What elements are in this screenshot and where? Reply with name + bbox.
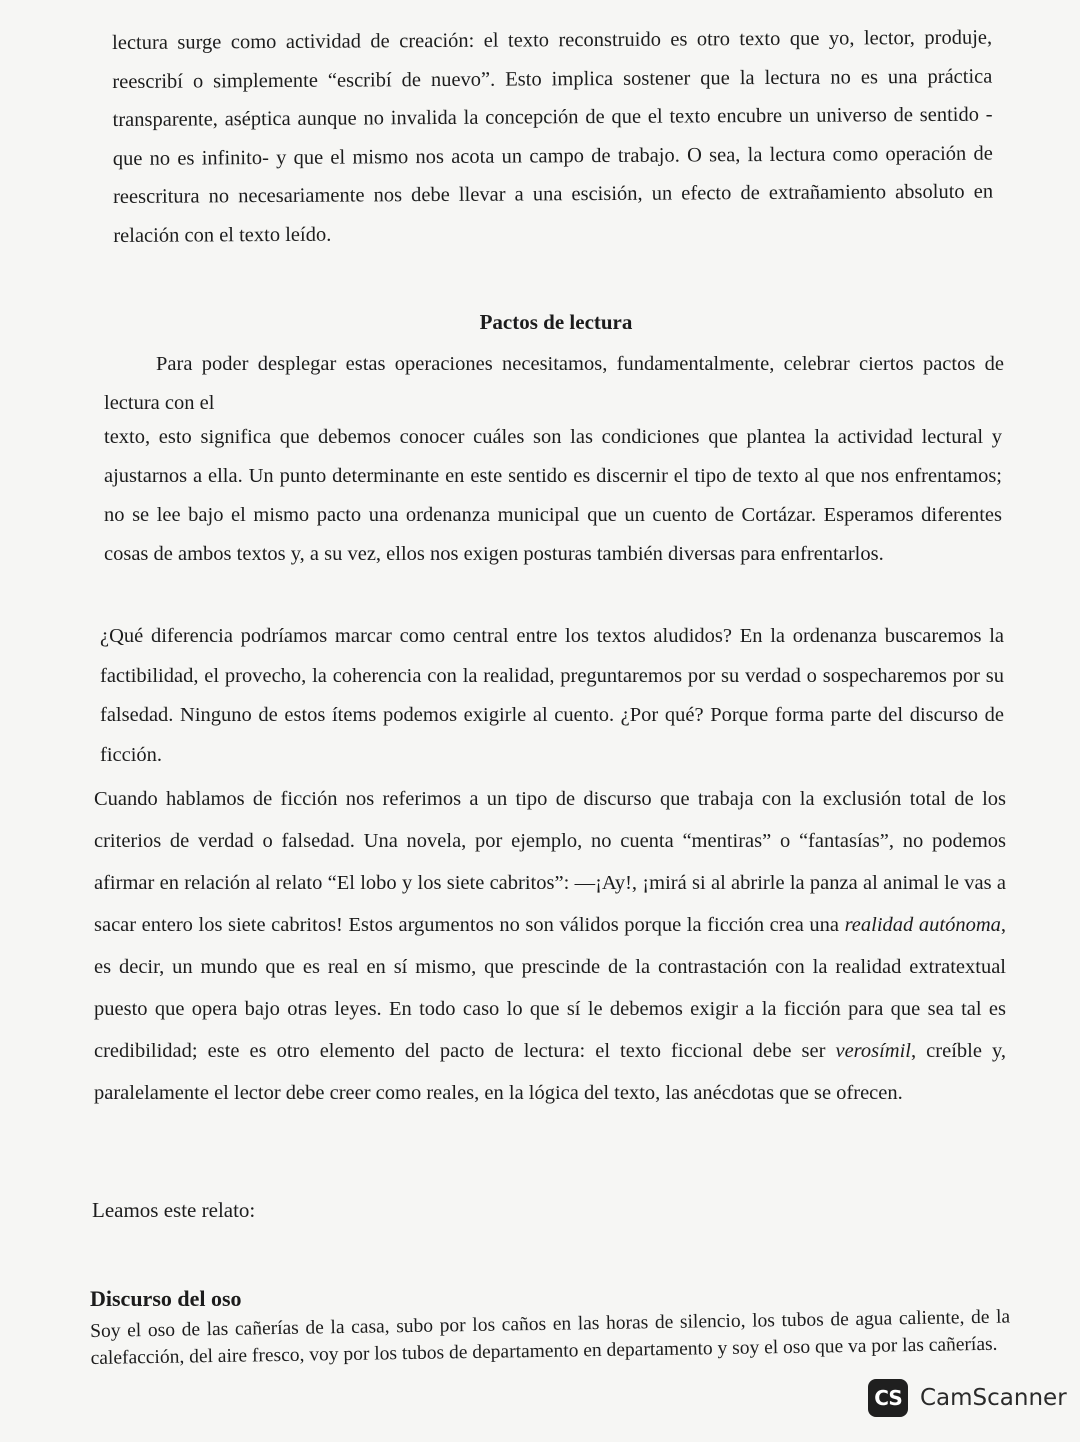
ficcion-text-1: Cuando hablamos de ficción nos referimos a un tipo de discurso que trabaja con la exclusión total de los criterios de verdad o falsedad. Una novela, por ejemplo, no cuenta “mentiras” o “fantasías”, no podemos afirmar en relación al relato “El lobo y los siete cabritos”: —¡Ay!, ¡mirá si al abrirle la panza al animal le vas a sacar entero los siete cabritos! Estos argumentos no son válidos porque la ficción crea una — [94, 788, 1006, 936]
ficcion-text-3: , creíble y, paralelamente el lector debe creer como reales, en la lógica del texto, las anécdotas que se ofrecen. — [94, 1040, 1007, 1104]
paragraph-lectura-creacion: lectura surge como actividad de creación: el texto reconstruido es otro texto que yo, lector, produje, reescribí o simplemente “escribí de nuevo”. Esto implica sostener que la lectura no es una práctica transparente, aséptica aunque no invalida la concepción de que el texto encubre un universo de sentido -que no es infinito- y que el mismo nos acota un campo de trabajo. O sea, la lectura como operación de reescritura no necesariamente nos debe llevar a una escisión, un efecto de extrañamiento absoluto en relación con el texto leído. — [112, 26, 994, 247]
paragraph-desplegar-operaciones: Para poder desplegar estas operaciones necesitamos, fundamentalmente, celebrar ciertos pactos de lectura con el — [104, 353, 1004, 414]
ficcion-text-2: , es decir, un mundo que es real en sí mismo, que prescinde de la contrastación con la realidad extratextual puesto que opera bajo otras leyes. En todo caso lo que sí le debemos exigir a la ficción para que sea tal es credibilidad; este es otro elemento del pacto de lectura: el texto ficcional debe ser — [94, 914, 1006, 1062]
paragraph-condiciones-lectura: texto, esto significa que debemos conocer cuáles son las condiciones que plantea la actividad lectural y ajustarnos a ella. Un punto determinante en este sentido es discernir el tipo de texto al que nos enfrentamos; no se lee bajo el mismo pacto una ordenanza municipal que un cuento de Cortázar. Esperamos diferentes cosas de ambos textos y, a su vez, ellos nos exigen posturas también diversas para enfrentarlos. — [104, 426, 1002, 565]
section-title-pactos: Pactos de lectura — [479, 310, 633, 334]
camscanner-brand: CamScanner — [920, 1385, 1067, 1411]
paragraph-ficcion — [94, 778, 1006, 1114]
ficcion-italic-verosimil: verosímil — [835, 1040, 912, 1062]
camscanner-watermark — [868, 1378, 1067, 1418]
story-title: Discurso del oso — [90, 1286, 242, 1311]
camscanner-logo-icon: CS — [868, 1379, 908, 1417]
paragraph-diferencia-central: ¿Qué diferencia podríamos marcar como central entre los textos aludidos? En la ordenanza buscaremos la factibilidad, el provecho, la coherencia con la realidad, preguntaremos por su verdad o sospecharemos por su falsedad. Ninguno de estos ítems podemos exigirle al cuento. ¿Por qué? Porque forma parte del discurso de ficción. — [100, 625, 1004, 766]
ficcion-italic-realidad: realidad autónoma — [844, 914, 1001, 936]
story-text: Soy el oso de las cañerías de la casa, subo por los caños en las horas de silencio, los tubos de agua caliente, de la calefacción, del aire fresco, voy por los tubos de departamento en departamento y soy el oso que va por las cañerías. — [90, 1306, 1011, 1369]
closing-line: Leamos este relato: — [92, 1198, 256, 1222]
